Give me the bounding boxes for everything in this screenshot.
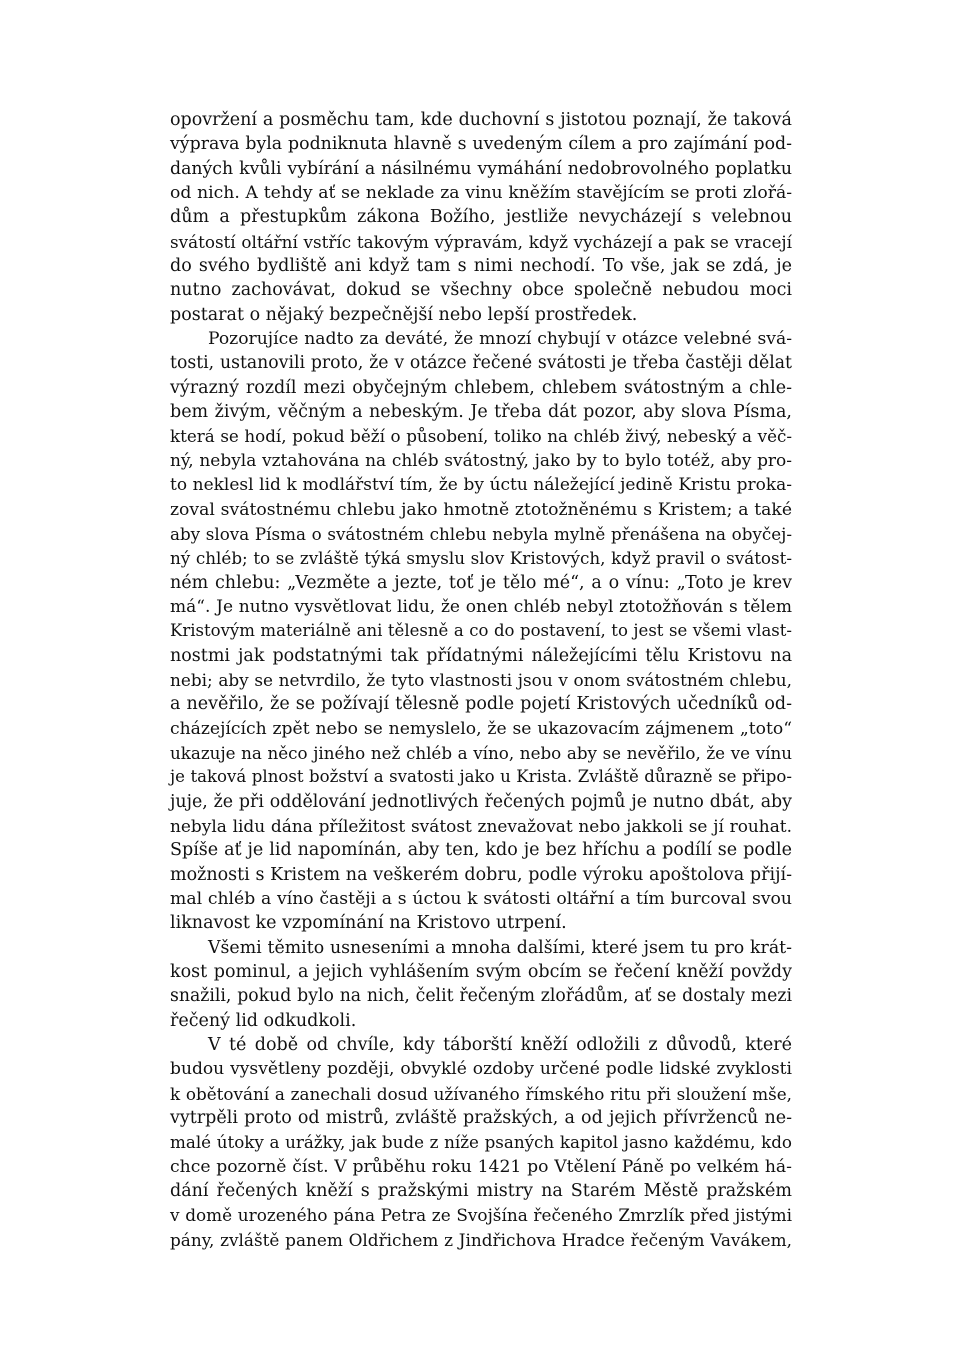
text-line: cházejících zpět nebo se nemyslelo, že se ukazovacím zájmenem „toto“ (170, 718, 792, 739)
text-line: daných kvůli vybírání a násilnému vymáhání nedobrovolného poplatku (170, 158, 792, 179)
text-line: výrazný rozdíl mezi obyčejným chlebem, chlebem svátostným a chle- (170, 377, 792, 398)
text-line: Spíše ať je lid napomínán, aby ten, kdo je bez hříchu a podílí se podle (170, 840, 792, 861)
text-line: nutno zachovávat, dokud se všechny obce společně nebudou moci (170, 280, 792, 301)
text-line: aby slova Písma o svátostném chlebu nebyla mylně přenášena na obyčej- (170, 523, 792, 544)
text-line: opovržení a posměchu tam, kde duchovní s jistotou poznají, že taková (170, 110, 792, 130)
text-line: v domě urozeného pána Petra ze Svojšína řečeného Zmrzlík před jistými (170, 1205, 792, 1226)
paragraph-first-line: V té době od chvíle, kdy táborští kněží odložili z důvodů, které (208, 1035, 792, 1056)
document-page (170, 108, 792, 1252)
text-line: výprava byla podniknuta hlavně s uvedeným cílem a pro zajímání pod- (170, 134, 792, 155)
text-line: je taková plnost božství a svatosti jako u Krista. Zvláště důrazně se připo- (170, 767, 792, 787)
text-line: mal chléb a víno častěji a s úctou k svátosti oltářní a tím burcoval svou (170, 889, 792, 909)
text-line: pány, zvláště panem Oldřichem z Jindřichova Hradce řečeným Vavákem, (170, 1229, 792, 1250)
text-line: malé útoky a urážky, jak bude z níže psaných kapitol jasno každému, kdo (170, 1132, 792, 1153)
text-line: liknavost ke vzpomínání na Kristovo utrpení. (170, 913, 567, 934)
paragraph-first-line: Pozorujíce nadto za deváté, že mnozí chybují v otázce velebné svá- (208, 329, 792, 350)
text-line: budou vysvětleny později, obvyklé ozdoby určené podle lidské zvyklosti (170, 1059, 792, 1080)
text-line: ném chlebu: „Vezměte a jezte, toť je tělo mé“, a o vínu: „Toto je krev (170, 572, 792, 593)
text-line: vytrpěli proto od mistrů, zvláště pražských, a od jejich přívrženců ne- (170, 1108, 792, 1129)
text-line: nebyla lidu dána příležitost svátost znevažovat nebo jakkoli se jí rouhat. (170, 815, 792, 836)
paragraph-first-line: Všemi těmito usneseními a mnoha dalšími, které jsem tu pro krát- (208, 937, 792, 958)
text-line: to neklesl lid k modlářství tím, že by úctu náležející jedině Kristu proka- (170, 475, 792, 496)
text-line: Kristovým materiálně ani tělesně a co do postavení, to jest se všemi vlast- (170, 621, 792, 641)
text-line: možnosti s Kristem na veškerém dobru, podle výroku apoštolova přijí- (170, 864, 792, 885)
text-line: řečený lid odkudkoli. (170, 1010, 357, 1031)
text-line: zoval svátostnému chlebu jako hmotně ztotožněnému s Kristem; a také (170, 499, 792, 520)
text-line: nostmi jak podstatnými tak přídatnými náležejícími tělu Kristovu na (170, 645, 792, 666)
text-line: snažili, pokud bylo na nich, čelit řečeným zlořádům, ať se dostaly mezi (170, 986, 792, 1007)
text-line: dům a přestupkům zákona Božího, jestliže nevycházejí s velebnou (170, 207, 792, 228)
text-line: má“. Je nutno vysvětlovat lidu, že onen chléb nebyl ztotožňován s tělem (170, 596, 792, 617)
text-line: kost pominul, a jejich vyhlášením svým obcím se řečení kněží povždy (170, 962, 792, 983)
text-line: od nich. A tehdy ať se neklade za vinu kněžím stavějícím se proti zlořá- (170, 183, 792, 204)
text-line: postarat o nějaký bezpečnější nebo lepší prostředek. (170, 304, 638, 325)
text-line: a nevěřilo, že se požívají tělesně podle pojetí Kristových učedníků od- (170, 694, 792, 715)
text-line: k obětování a zanechali dosud užívaného římského ritu při sloužení mše, (170, 1083, 792, 1104)
text-line: která se hodí, pokud běží o působení, toliko na chléb živý, nebeský a věč- (170, 426, 792, 447)
text-line: nebi; aby se netvrdilo, že tyto vlastnosti jsou v onom svátostném chlebu, (170, 669, 792, 690)
text-line: juje, že při oddělování jednotlivých řečených pojmů je nutno dbát, aby (170, 791, 792, 812)
text-line: chce pozorně číst. V průběhu roku 1421 po Vtělení Páně po velkém há- (170, 1156, 792, 1177)
text-line: bem živým, věčným a nebeským. Je třeba dát pozor, aby slova Písma, (170, 402, 792, 423)
text-line: do svého bydliště ani když tam s nimi nechodí. To vše, jak se zdá, je (170, 256, 792, 277)
text-line: tosti, ustanovili proto, že v otázce řečené svátosti je třeba častěji dělat (170, 353, 792, 374)
text-line: ukazuje na něco jiného než chléb a víno, nebo aby se nevěřilo, že ve vínu (170, 742, 792, 763)
text-line: svátostí oltářní vstříc takovým výpravám, když vycházejí a pak se vracejí (170, 231, 792, 252)
text-line: ný chléb; to se zvláště týká smyslu slov Kristových, když pravil o svátost- (170, 548, 792, 569)
text-line: ný, nebyla vztahována na chléb svátostný, jako by to bylo totéž, aby pro- (170, 450, 792, 471)
text-line: dání řečených kněží s pražskými mistry na Starém Městě pražském (170, 1181, 792, 1202)
